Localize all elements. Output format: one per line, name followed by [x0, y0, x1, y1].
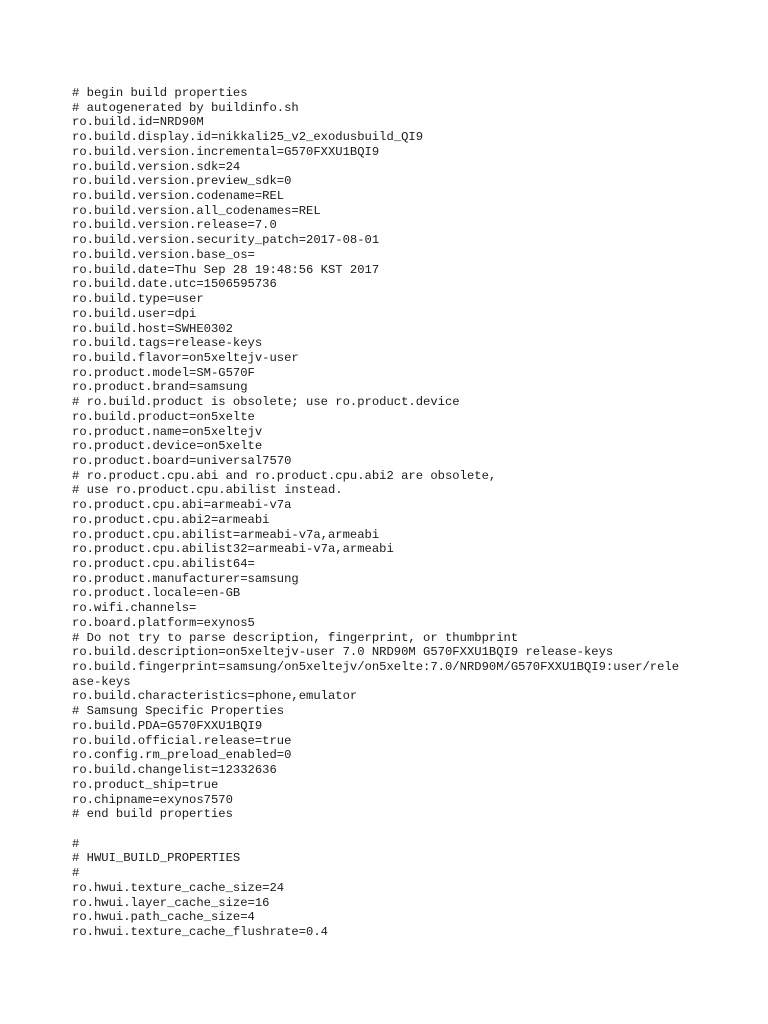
text-line: [72, 822, 712, 837]
text-line: ro.build.flavor=on5xeltejv-user: [72, 350, 299, 365]
text-line: ro.build.PDA=G570FXXU1BQI9: [72, 718, 263, 733]
text-line: ro.product_ship=true: [72, 777, 219, 792]
text-line: ro.build.fingerprint=samsung/on5xeltejv/on5xelte:7.0/NRD90M/G570FXXU1BQI9:user/rele: [72, 660, 680, 675]
text-line: # ro.build.product is obsolete; use ro.product.device: [72, 395, 460, 410]
text-line: ro.product.brand=samsung: [72, 380, 248, 395]
text-line: ro.config.rm_preload_enabled=0: [72, 748, 292, 763]
text-line: ro.chipname=exynos7570: [72, 792, 233, 807]
text-line: ro.wifi.channels=: [72, 601, 197, 616]
text-line: #: [72, 866, 80, 881]
text-line: ro.build.date=Thu Sep 28 19:48:56 KST 2017: [72, 262, 380, 277]
text-line: ro.hwui.texture_cache_size=24: [72, 880, 285, 895]
text-line: ro.product.cpu.abi2=armeabi: [72, 512, 270, 527]
text-line: ro.product.name=on5xeltejv: [72, 424, 263, 439]
text-line: ro.product.device=on5xelte: [72, 439, 263, 454]
text-line: ro.build.version.release=7.0: [72, 218, 277, 233]
text-line: ro.build.display.id=nikkali25_v2_exodusbuild_QI9: [72, 130, 424, 145]
text-line: ro.build.changelist=12332636: [72, 763, 277, 778]
text-line: ro.build.user=dpi: [72, 306, 197, 321]
text-line: # ro.product.cpu.abi and ro.product.cpu.abi2 are obsolete,: [72, 468, 497, 483]
text-line: ro.product.cpu.abilist32=armeabi-v7a,armeabi: [72, 542, 394, 557]
text-line: ro.product.manufacturer=samsung: [72, 571, 299, 586]
text-line: # use ro.product.cpu.abilist instead.: [72, 483, 343, 498]
text-line: ro.build.host=SWHE0302: [72, 321, 233, 336]
text-line: ro.hwui.texture_cache_flushrate=0.4: [72, 924, 328, 939]
text-line: ro.product.cpu.abilist64=: [72, 557, 255, 571]
text-line: ro.build.version.security_patch=2017-08-01: [72, 233, 380, 248]
text-line: ro.product.cpu.abilist=armeabi-v7a,armeabi: [72, 527, 380, 542]
text-line: ro.product.locale=en-GB: [72, 586, 241, 601]
text-line: ro.build.version.incremental=G570FXXU1BQI9: [72, 144, 380, 159]
text-line: # Do not try to parse description, fingerprint, or thumbprint: [72, 630, 519, 645]
text-line: ro.build.version.preview_sdk=0: [72, 174, 292, 189]
text-line: ro.product.board=universal7570: [72, 453, 292, 468]
text-line: ro.board.platform=exynos5: [72, 615, 255, 630]
text-line: ro.build.date.utc=1506595736: [72, 277, 277, 292]
text-line: ro.build.version.base_os=: [72, 247, 255, 262]
text-line: ro.build.tags=release-keys: [72, 336, 263, 351]
text-line: ro.build.characteristics=phone,emulator: [72, 689, 358, 704]
text-line: ro.product.model=SM-G570F: [72, 365, 255, 380]
text-line: ro.build.official.release=true: [72, 733, 292, 748]
text-line: ro.build.version.sdk=24: [72, 159, 241, 174]
text-line: # begin build properties: [72, 86, 248, 100]
text-line: #: [72, 836, 80, 851]
text-line: ro.hwui.path_cache_size=4: [72, 910, 255, 925]
text-line: ro.build.id=NRD90M: [72, 115, 204, 130]
text-line: # autogenerated by buildinfo.sh: [72, 100, 299, 115]
build-properties-text: [72, 86, 712, 940]
text-line: ro.build.version.all_codenames=REL: [72, 203, 321, 218]
text-line: ro.build.version.codename=REL: [72, 189, 285, 204]
text-line: ro.hwui.layer_cache_size=16: [72, 895, 270, 910]
text-line: ro.product.cpu.abi=armeabi-v7a: [72, 498, 292, 513]
text-line: # Samsung Specific Properties: [72, 704, 285, 719]
text-line: # HWUI_BUILD_PROPERTIES: [72, 851, 241, 866]
text-line: # end build properties: [72, 807, 233, 822]
text-line: ro.build.description=on5xeltejv-user 7.0 NRD90M G570FXXU1BQI9 release-keys: [72, 645, 614, 660]
text-line: ase-keys: [72, 674, 131, 689]
text-line: ro.build.product=on5xelte: [72, 409, 255, 424]
text-line: ro.build.type=user: [72, 292, 204, 307]
